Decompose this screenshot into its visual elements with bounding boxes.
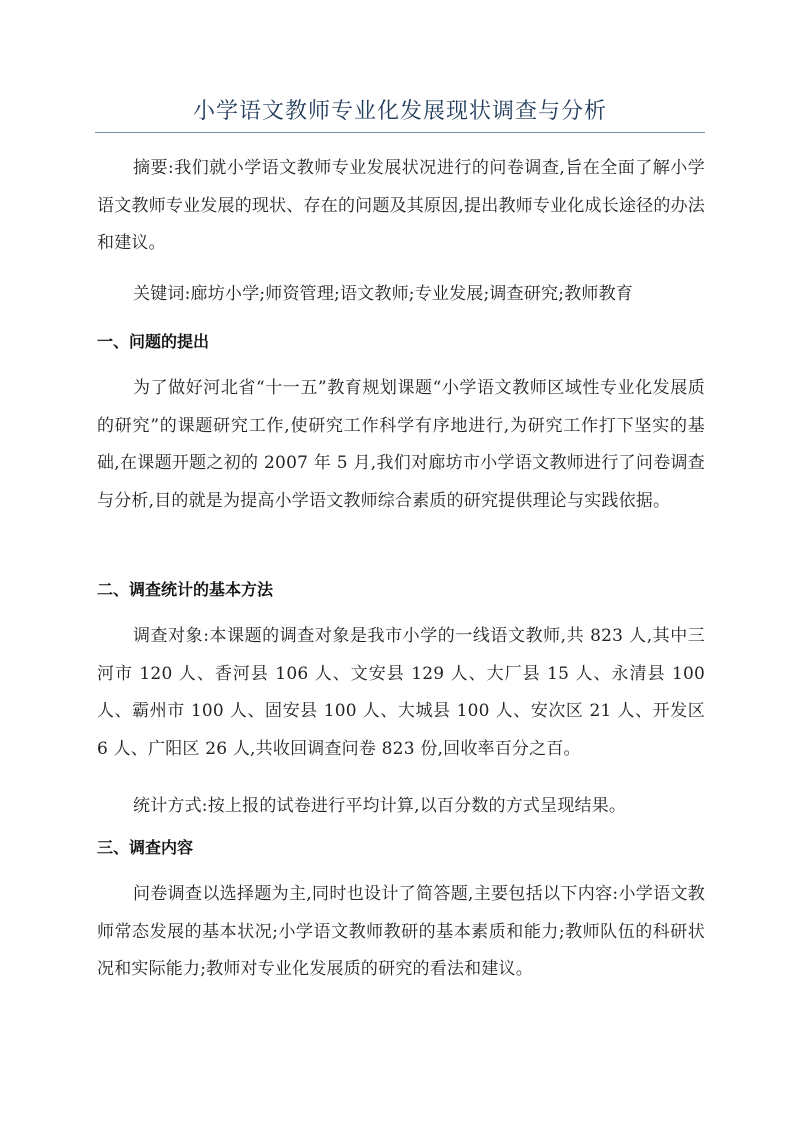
title-underline-divider	[95, 132, 705, 133]
section-heading-2: 二、调查统计的基本方法	[97, 580, 274, 599]
document-title: 小学语文教师专业化发展现状调查与分析	[192, 99, 607, 124]
section-1-paragraph-1: 为了做好河北省“十一五”教育规划课题“小学语文教师区域性专业化发展质的研究”的课题研究工作,使研究工作科学有序地进行,为研究工作打下坚实的基础,在课题开题之初的 2007 年 5 月,我们对廊坊市小学语文教师进行了问卷调查与分析,目的就是为提高小学语文教师综合素质的研究提供理论与实践依据。	[97, 378, 705, 511]
section-2-paragraph-1: 调查对象:本课题的调查对象是我市小学的一线语文教师,共 823 人,其中三河市 120 人、香河县 106 人、文安县 129 人、大厂县 15 人、永清县 100 人、霸州市 100 人、固安县 100 人、大城县 100 人、安次区 21 人、开发区 6 人、广阳区 26 人,共收回调查问卷 823 份,回收率百分之百。	[97, 626, 705, 759]
section-heading-1: 一、问题的提出	[97, 332, 210, 351]
section-3-paragraph-1: 问卷调查以选择题为主,同时也设计了简答题,主要包括以下内容:小学语文教师常态发展的基本状况;小学语文教师教研的基本素质和能力;教师队伍的科研状况和实际能力;教师对专业化发展质的研究的看法和建议。	[97, 884, 705, 979]
section-heading-3: 三、调查内容	[97, 838, 194, 857]
keywords-paragraph: 关键词:廊坊小学;师资管理;语文教师;专业发展;调查研究;教师教育	[133, 284, 633, 304]
abstract-paragraph: 摘要:我们就小学语文教师专业发展状况进行的问卷调查,旨在全面了解小学语文教师专业发展的现状、存在的问题及其原因,提出教师专业化成长途径的办法和建议。	[97, 158, 705, 253]
section-2-paragraph-2: 统计方式:按上报的试卷进行平均计算,以百分数的方式呈现结果。	[133, 796, 627, 816]
